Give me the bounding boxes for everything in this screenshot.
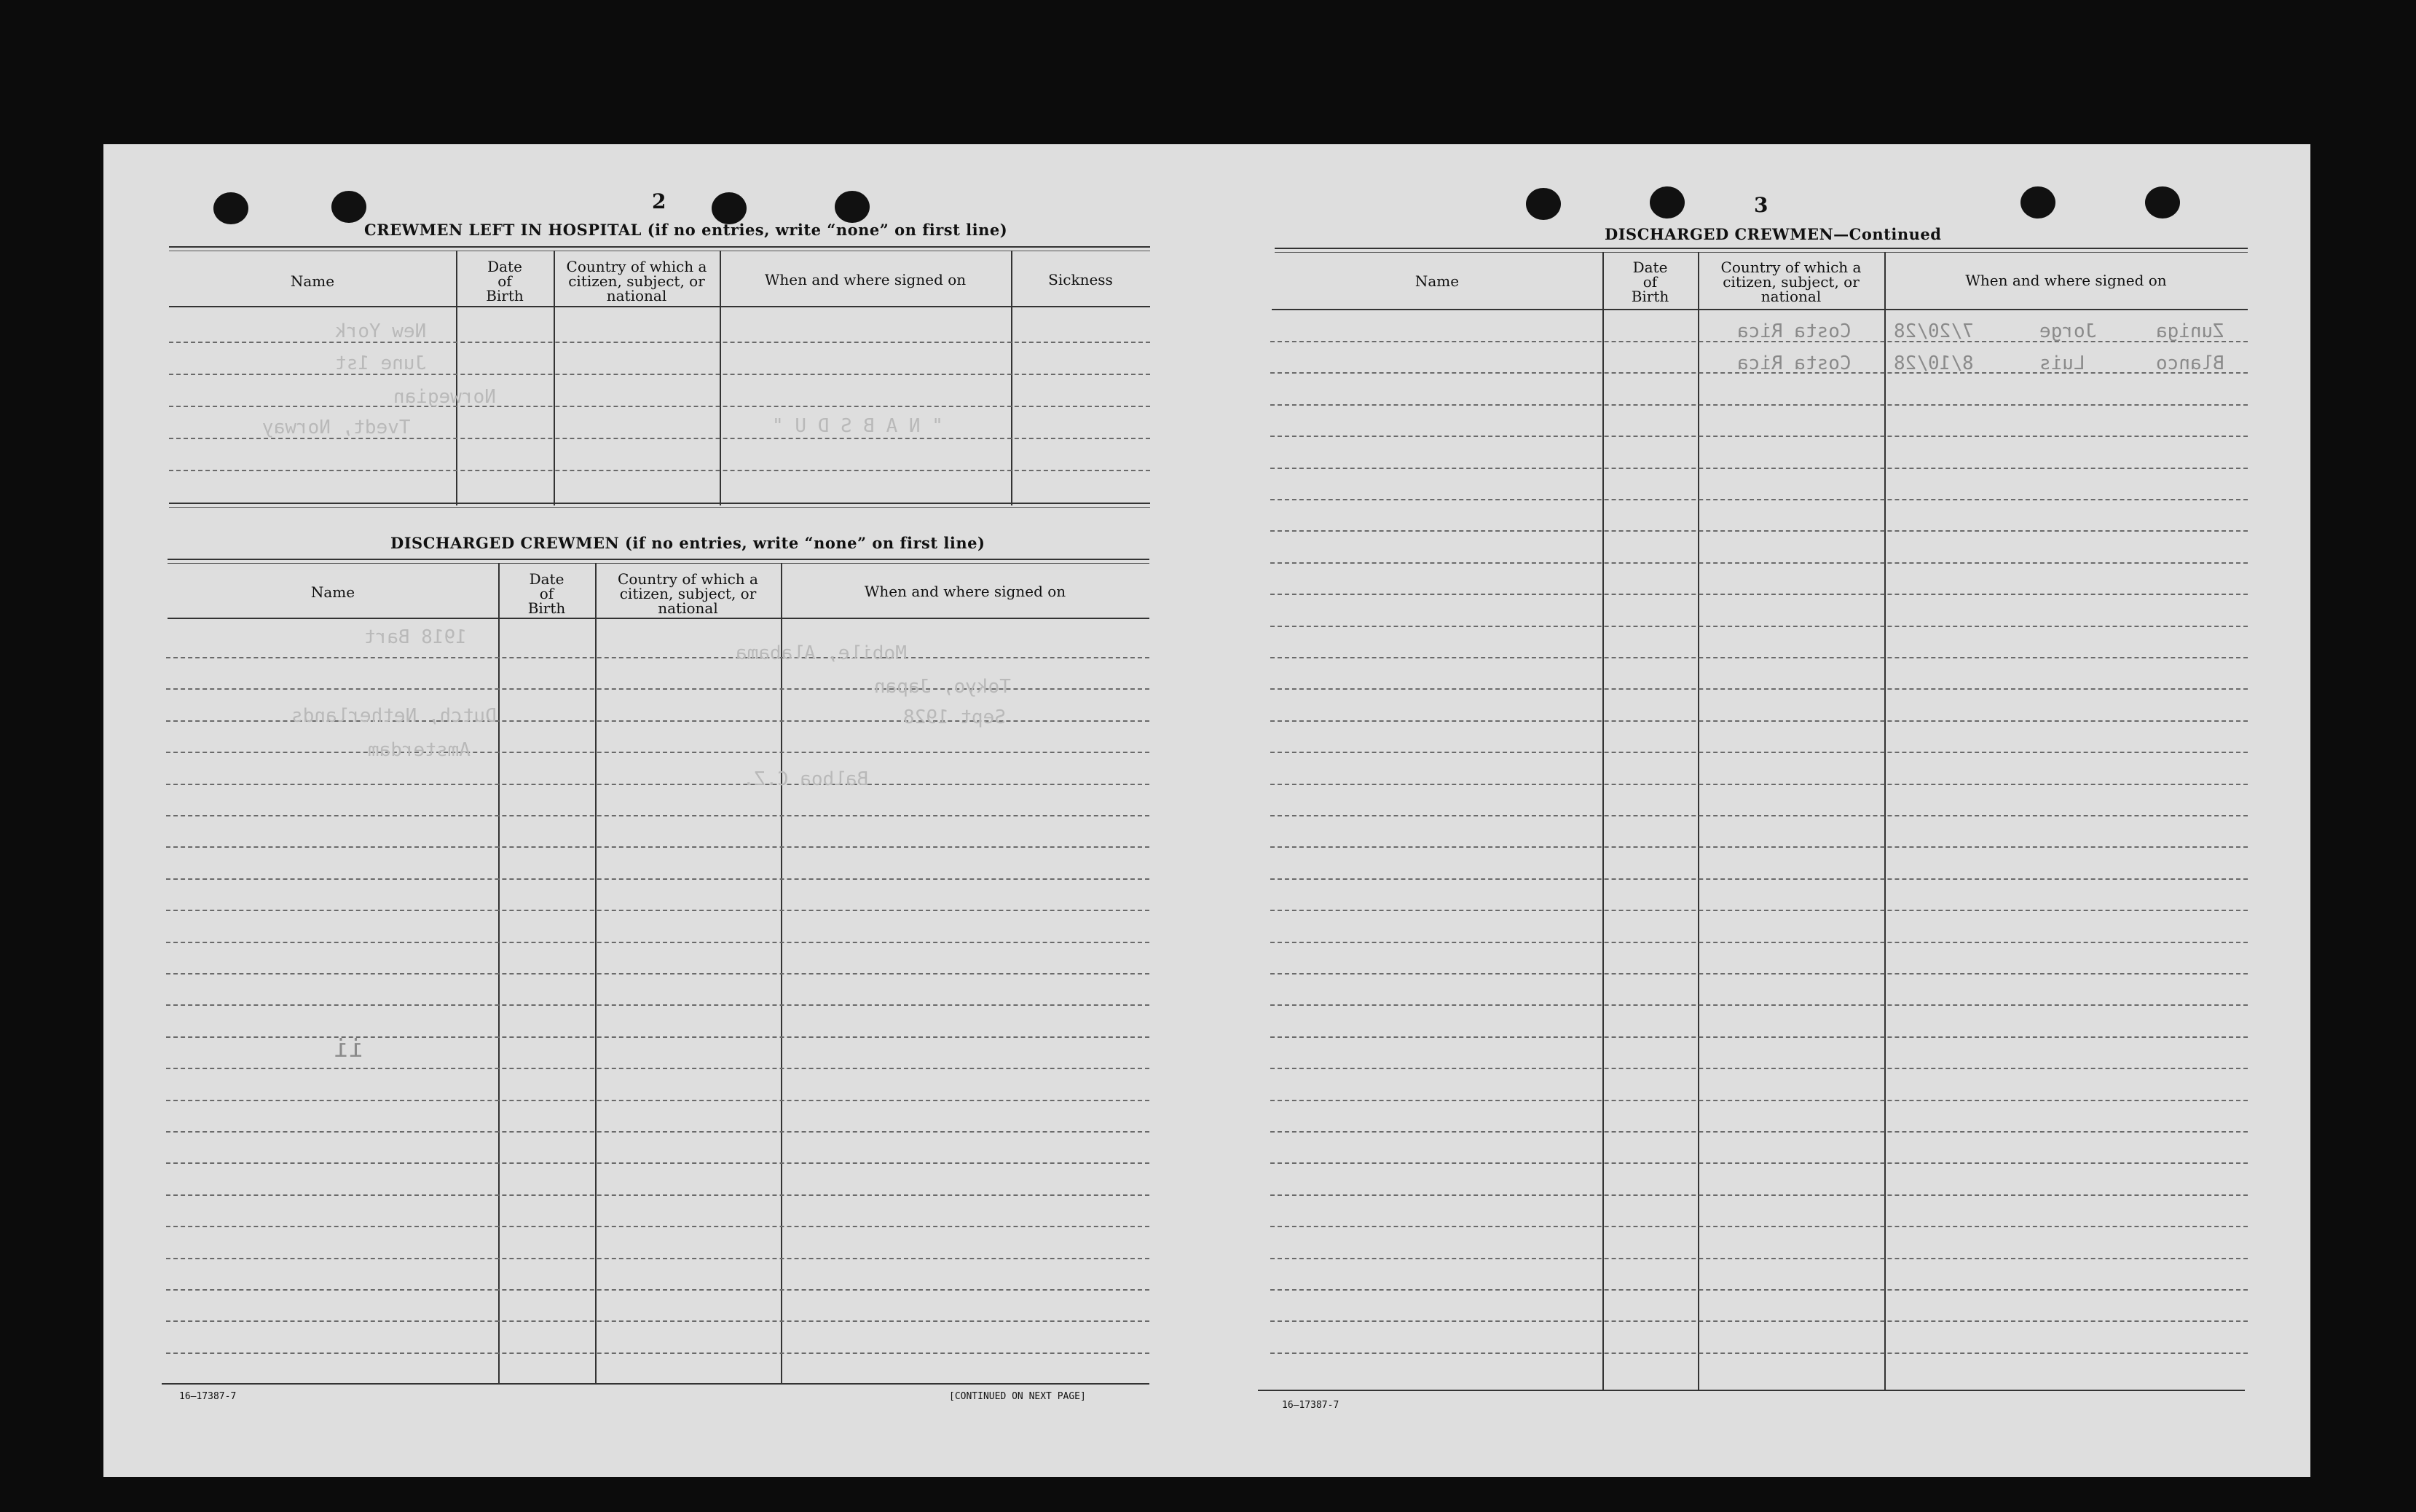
discharged-row-line bbox=[166, 1036, 1149, 1038]
bleed-through-mark: Norwegian bbox=[393, 386, 496, 408]
bleed-through-mark: June 1st bbox=[335, 353, 427, 374]
discharged-title-note: (if no entries, write “none” on first line) bbox=[624, 534, 985, 552]
continued-col-divider bbox=[1698, 252, 1699, 1390]
bleed-through-mark: Tvedt, Norway bbox=[262, 417, 411, 438]
bleed-through-mark: 7/20/28 bbox=[1894, 320, 1974, 342]
continued-row-line bbox=[1270, 657, 2248, 658]
continued-row-line bbox=[1270, 594, 2248, 595]
punch-hole bbox=[213, 192, 248, 224]
continued-row-line bbox=[1270, 752, 2248, 753]
punch-hole bbox=[1526, 188, 1561, 220]
bleed-through-mark: Dutch, Netherlands bbox=[291, 705, 497, 727]
discharged-table-bottom-rule bbox=[162, 1383, 1149, 1385]
discharged-col-name: Name bbox=[310, 583, 355, 601]
discharged-row-line bbox=[166, 657, 1149, 658]
hospital-col-dob: Date of Birth bbox=[486, 258, 524, 304]
hospital-col-country: Country of which a citizen, subject, or national bbox=[566, 258, 707, 304]
continued-row-line bbox=[1270, 846, 2248, 848]
hospital-col-divider bbox=[1011, 251, 1012, 505]
punch-hole bbox=[712, 192, 747, 224]
discharged-row-line bbox=[166, 815, 1149, 816]
continued-row-line bbox=[1270, 973, 2248, 974]
discharged-title: DISCHARGED CREWMEN bbox=[390, 534, 620, 552]
hospital-title-note: (if no entries, write “none” on first line) bbox=[647, 221, 1008, 239]
discharged-row-line bbox=[166, 910, 1149, 911]
continued-row-line bbox=[1270, 1131, 2248, 1133]
hospital-table-bottom-rule-2 bbox=[169, 507, 1150, 508]
bleed-through-mark: Amsterdam bbox=[368, 739, 471, 761]
continued-row-line bbox=[1270, 530, 2248, 532]
continued-row-line bbox=[1270, 499, 2248, 500]
bleed-through-mark: Costa Rica bbox=[1737, 353, 1852, 374]
manifest-sheet bbox=[103, 144, 2310, 1477]
continued-table-top-rule bbox=[1275, 248, 2248, 249]
continued-row-line bbox=[1270, 1352, 2248, 1354]
continued-row-line bbox=[1270, 1036, 2248, 1038]
continued-col-when: When and where signed on bbox=[1965, 272, 2167, 289]
punch-hole bbox=[835, 191, 870, 223]
hospital-row-line bbox=[169, 406, 1150, 407]
discharged-row-line bbox=[166, 1162, 1149, 1164]
continued-row-line bbox=[1270, 688, 2248, 690]
discharged-table-top-rule-2 bbox=[168, 563, 1149, 564]
bleed-through-mark: " N A B S D U " bbox=[772, 415, 943, 437]
continued-row-line bbox=[1270, 815, 2248, 816]
continued-col-name: Name bbox=[1414, 272, 1460, 290]
hospital-header-bottom-rule bbox=[169, 306, 1150, 307]
discharged-row-line bbox=[166, 942, 1149, 943]
punch-hole bbox=[1650, 186, 1685, 218]
punch-hole bbox=[2145, 186, 2180, 218]
discharged-col-country: Country of which a citizen, subject, or national bbox=[618, 570, 758, 617]
discharged-table-top-rule bbox=[168, 559, 1149, 560]
bleed-through-mark: Balboa C.Z. bbox=[743, 768, 869, 790]
page-number-right: 3 bbox=[1754, 193, 1768, 217]
discharged-row-line bbox=[166, 878, 1149, 880]
discharged-row-line bbox=[166, 784, 1149, 785]
bleed-through-mark: Costa Rica bbox=[1737, 320, 1852, 342]
bleed-through-mark: Jorge bbox=[2039, 320, 2097, 342]
continued-row-line bbox=[1270, 942, 2248, 943]
hospital-row-line bbox=[169, 470, 1150, 471]
discharged-row-line bbox=[166, 1004, 1149, 1006]
discharged-row-line bbox=[166, 973, 1149, 974]
page-number-left: 2 bbox=[652, 189, 666, 213]
hospital-table-bottom-rule bbox=[169, 503, 1150, 504]
punch-hole bbox=[331, 191, 366, 223]
discharged-row-line bbox=[166, 1226, 1149, 1227]
bleed-through-mark: Zuniga bbox=[2156, 320, 2224, 342]
continued-col-country: Country of which a citizen, subject, or national bbox=[1720, 259, 1862, 305]
continued-row-line bbox=[1270, 468, 2248, 469]
discharged-row-line bbox=[166, 1320, 1149, 1322]
continued-row-line bbox=[1270, 1194, 2248, 1196]
hospital-col-when: When and where signed on bbox=[764, 271, 967, 288]
discharged-section-title bbox=[390, 534, 985, 552]
discharged-col-when: When and where signed on bbox=[864, 583, 1066, 600]
punch-hole bbox=[2020, 186, 2055, 218]
hospital-section-title bbox=[364, 221, 1007, 239]
continued-row-line bbox=[1270, 878, 2248, 880]
hospital-col-divider bbox=[720, 251, 721, 505]
continued-row-line bbox=[1270, 626, 2248, 627]
continued-col-divider bbox=[1602, 252, 1604, 1390]
continued-row-line bbox=[1270, 1004, 2248, 1006]
bleed-through-mark: Mobile, Alabama bbox=[736, 642, 907, 664]
hospital-title: CREWMEN LEFT IN HOSPITAL bbox=[364, 221, 642, 239]
discharged-continued-suffix: —Continued bbox=[1833, 225, 1942, 243]
continued-row-line bbox=[1270, 910, 2248, 911]
continued-row-line bbox=[1270, 1162, 2248, 1164]
bleed-through-mark: 1918 Bart bbox=[364, 626, 467, 648]
discharged-row-line bbox=[166, 1100, 1149, 1101]
continued-row-line bbox=[1270, 404, 2248, 406]
discharged-continued-title: DISCHARGED CREWMEN bbox=[1605, 225, 1834, 243]
continued-row-line bbox=[1270, 1258, 2248, 1259]
continued-row-line bbox=[1270, 562, 2248, 564]
discharged-row-line bbox=[166, 1289, 1149, 1291]
bleed-through-mark: Sept 1928 bbox=[903, 706, 1006, 728]
hospital-col-name: Name bbox=[290, 272, 335, 290]
discharged-header-bottom-rule bbox=[168, 618, 1149, 619]
hospital-table-top-rule bbox=[169, 246, 1150, 248]
discharged-row-line bbox=[166, 752, 1149, 753]
continued-row-line bbox=[1270, 1100, 2248, 1101]
continued-table-top-rule-2 bbox=[1275, 252, 2248, 253]
bleed-through-mark: Luis bbox=[2039, 353, 2085, 374]
form-number-left: 16—17387-7 bbox=[179, 1391, 237, 1402]
continued-row-line bbox=[1270, 1289, 2248, 1291]
discharged-row-line bbox=[166, 1352, 1149, 1354]
continued-row-line bbox=[1270, 1320, 2248, 1322]
discharged-row-line bbox=[166, 1068, 1149, 1069]
continued-table-bottom-rule bbox=[1258, 1390, 2245, 1391]
hospital-row-line bbox=[169, 342, 1150, 343]
bleed-through-mark: Tokyo, Japan bbox=[874, 676, 1011, 698]
continued-row-line bbox=[1270, 436, 2248, 437]
hospital-row-line bbox=[169, 374, 1150, 375]
form-number-right: 16—17387-7 bbox=[1282, 1400, 1339, 1411]
bleed-through-mark: 8/10/28 bbox=[1894, 353, 1974, 374]
continued-col-dob: Date of Birth bbox=[1631, 259, 1669, 305]
discharged-row-line bbox=[166, 1194, 1149, 1196]
discharged-continued-section-title bbox=[1605, 225, 1941, 243]
continued-header-bottom-rule bbox=[1272, 309, 2248, 310]
discharged-row-line bbox=[166, 1258, 1149, 1259]
continued-row-line bbox=[1270, 784, 2248, 785]
continued-row-line bbox=[1270, 1068, 2248, 1069]
ink-blot: ii bbox=[334, 1034, 363, 1063]
continued-note: [CONTINUED ON NEXT PAGE] bbox=[949, 1391, 1086, 1402]
continued-row-line bbox=[1270, 1226, 2248, 1227]
continued-row-line bbox=[1270, 720, 2248, 722]
hospital-col-sickness: Sickness bbox=[1048, 271, 1113, 288]
bleed-through-mark: New York bbox=[335, 320, 427, 342]
bleed-through-mark: Blanco bbox=[2156, 353, 2224, 374]
discharged-row-line bbox=[166, 1131, 1149, 1133]
continued-col-divider bbox=[1884, 252, 1886, 1390]
discharged-row-line bbox=[166, 846, 1149, 848]
discharged-col-dob: Date of Birth bbox=[527, 570, 566, 617]
